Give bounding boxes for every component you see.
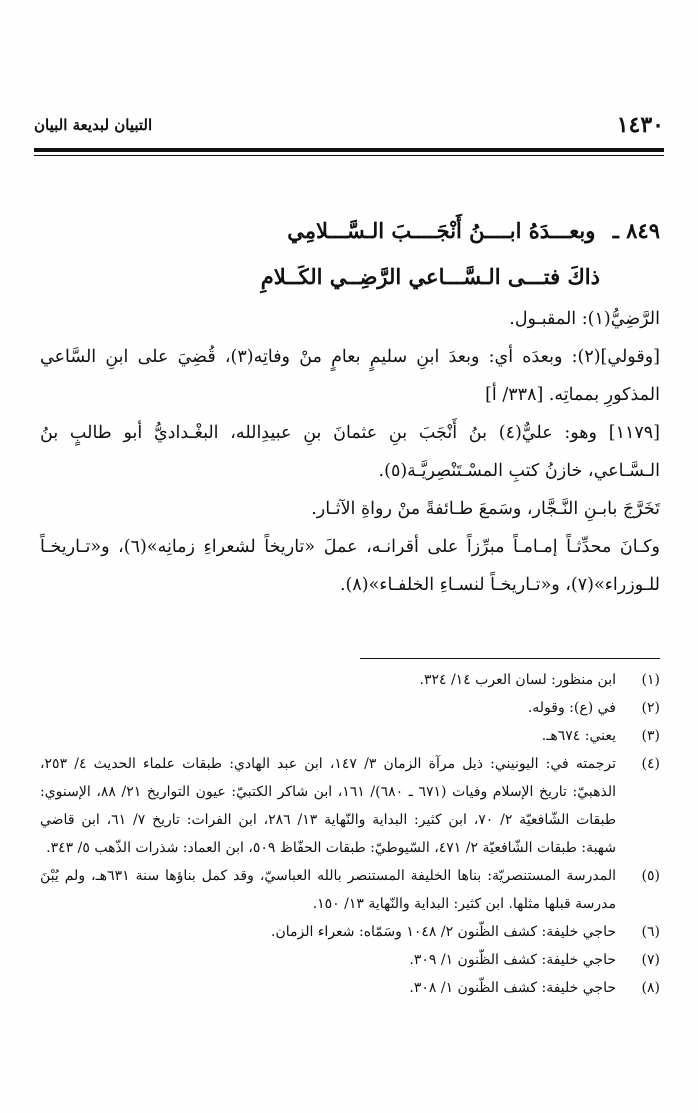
footnote-item bbox=[40, 974, 660, 1002]
footnotes bbox=[40, 666, 660, 1002]
footnote-text: يعني: ٦٧٤هـ. bbox=[541, 728, 616, 744]
footnote-item bbox=[40, 722, 660, 750]
footnote-text: ابن منظور: لسان العرب ١٤/ ٣٢٤. bbox=[419, 672, 616, 688]
main-text bbox=[40, 208, 660, 604]
footnote-item bbox=[40, 862, 660, 918]
footnote-item bbox=[40, 918, 660, 946]
footnote-number: (٦) bbox=[641, 924, 660, 940]
footnote-item bbox=[40, 666, 660, 694]
footnote-text: ترجمته في: اليونيني: ذيل مرآة الزمان ٣/ ١٤٧، ابن عبد الهادي: طبقات علماء الحديث ٤/ ٢٥٣، الذهبيّ: تاريخ الإسلام وفيات (٦٧١ ـ ٦٨٠)/ ١٦١، ابن شاكر الكتبيّ: عيون التواريخ ٢١/ ٨٨، الإسنوي: طبقات الشّافعيّة ٢/ ٧٠، ابن كثير: البداية والنّهاية ١٣/ ٢٨٦، ابن الفرات: تاريخ ٧/ ٦١، ابن قاضي شهبة: طبقات الشّافعيّة ٢/ ٤٧١، السّيوطيّ: طبقات الحفّاظ ٥٠٩، ابن العماد: شذرات الذّهب ٥/ ٣٤٣. bbox=[40, 756, 616, 856]
paragraph-commentary: [وقولي](٢): وبعدَه أي: وبعدَ ابنِ سليمٍ بعامٍ منْ وفاتِه(٣)، قُضِيَ على ابنِ السَّاعي المذكورِ بمماتِه. [٣٣٨/ أ] bbox=[40, 347, 660, 405]
verse-line-2: ذاكَ فتـــى الـسَّـــاعي الرَّضِــي الكَــلامِ bbox=[260, 264, 600, 289]
running-title: التبيان لبديعة البيان bbox=[34, 116, 153, 134]
footnote-text: المدرسة المستنصريّة: بناها الخليفة المستنصر بالله العباسيّ، وقد كمل بناؤها سنة ٦٣١هـ، ولم يُبْنَ مدرسة قبلها مثلها. ابن كثير: البداية والنّهاية ١٣/ ١٥٠. bbox=[40, 868, 616, 912]
footnote-item bbox=[40, 750, 660, 862]
footnote-number: (٥) bbox=[641, 868, 660, 884]
footnote-number: (٤) bbox=[641, 756, 660, 772]
footnote-text: في (ع): وقوله. bbox=[527, 700, 616, 716]
paragraph-training: تَخَرَّجَ بابـنِ النَّـجَّار، وسَمعَ طـائفةً منْ رواةِ الآثـار. bbox=[311, 499, 660, 519]
verse-line-1 bbox=[40, 208, 660, 254]
paragraph-works: وكـانَ محدِّثـاً إمـامـاً مبرِّزاً على أقرانـه، عملَ «تاريخاً لشعراءِ زمانِه»(٦)، و«تـاريخـاً للـوزراء»(٧)، و«تـاريخـاً لنسـاءِ الخلفـاء»(٨). bbox=[40, 537, 660, 595]
page-header bbox=[34, 112, 664, 142]
footnote-number: (١) bbox=[641, 672, 660, 688]
footnote-divider bbox=[360, 658, 660, 659]
footnote-item bbox=[40, 694, 660, 722]
footnote-text: حاجي خليفة: كشف الظّنون ٢/ ١٠٤٨ وسَمّاه: شعراء الزمان. bbox=[271, 924, 616, 940]
verse-text-1: وبعـــدَهُ ابــــنُ أَنْجَــــبَ الـسَّـــلامِي bbox=[287, 218, 596, 243]
paragraph-biography: [١١٧٩] وهو: عليٌّ(٤) بنُ أَنْجَبَ بنِ عثمانَ بنِ عبيدِالله، البغْـداديُّ أبو طالبٍ بنُ الـسَّـاعي، خازنُ كتبِ المسْـتَنْصِريَّـة(٥). bbox=[40, 423, 660, 481]
footnote-text: حاجي خليفة: كشف الظّنون ١/ ٣٠٩. bbox=[409, 952, 616, 968]
header-rule-thin bbox=[34, 155, 664, 156]
footnote-text: حاجي خليفة: كشف الظّنون ١/ ٣٠٨. bbox=[409, 980, 616, 996]
footnote-number: (٧) bbox=[641, 952, 660, 968]
header-rule-thick bbox=[34, 148, 664, 152]
footnote-number: (٨) bbox=[641, 980, 660, 996]
footnote-number: (٣) bbox=[641, 728, 660, 744]
footnote-number: (٢) bbox=[641, 700, 660, 716]
footnote-item bbox=[40, 946, 660, 974]
paragraph-definition: الرَّضِيُّ(١): المقبـول. bbox=[509, 309, 660, 329]
page-number: ١٤٣٠ bbox=[616, 112, 664, 138]
verse-number: ٨٤٩ ـ bbox=[612, 218, 660, 243]
